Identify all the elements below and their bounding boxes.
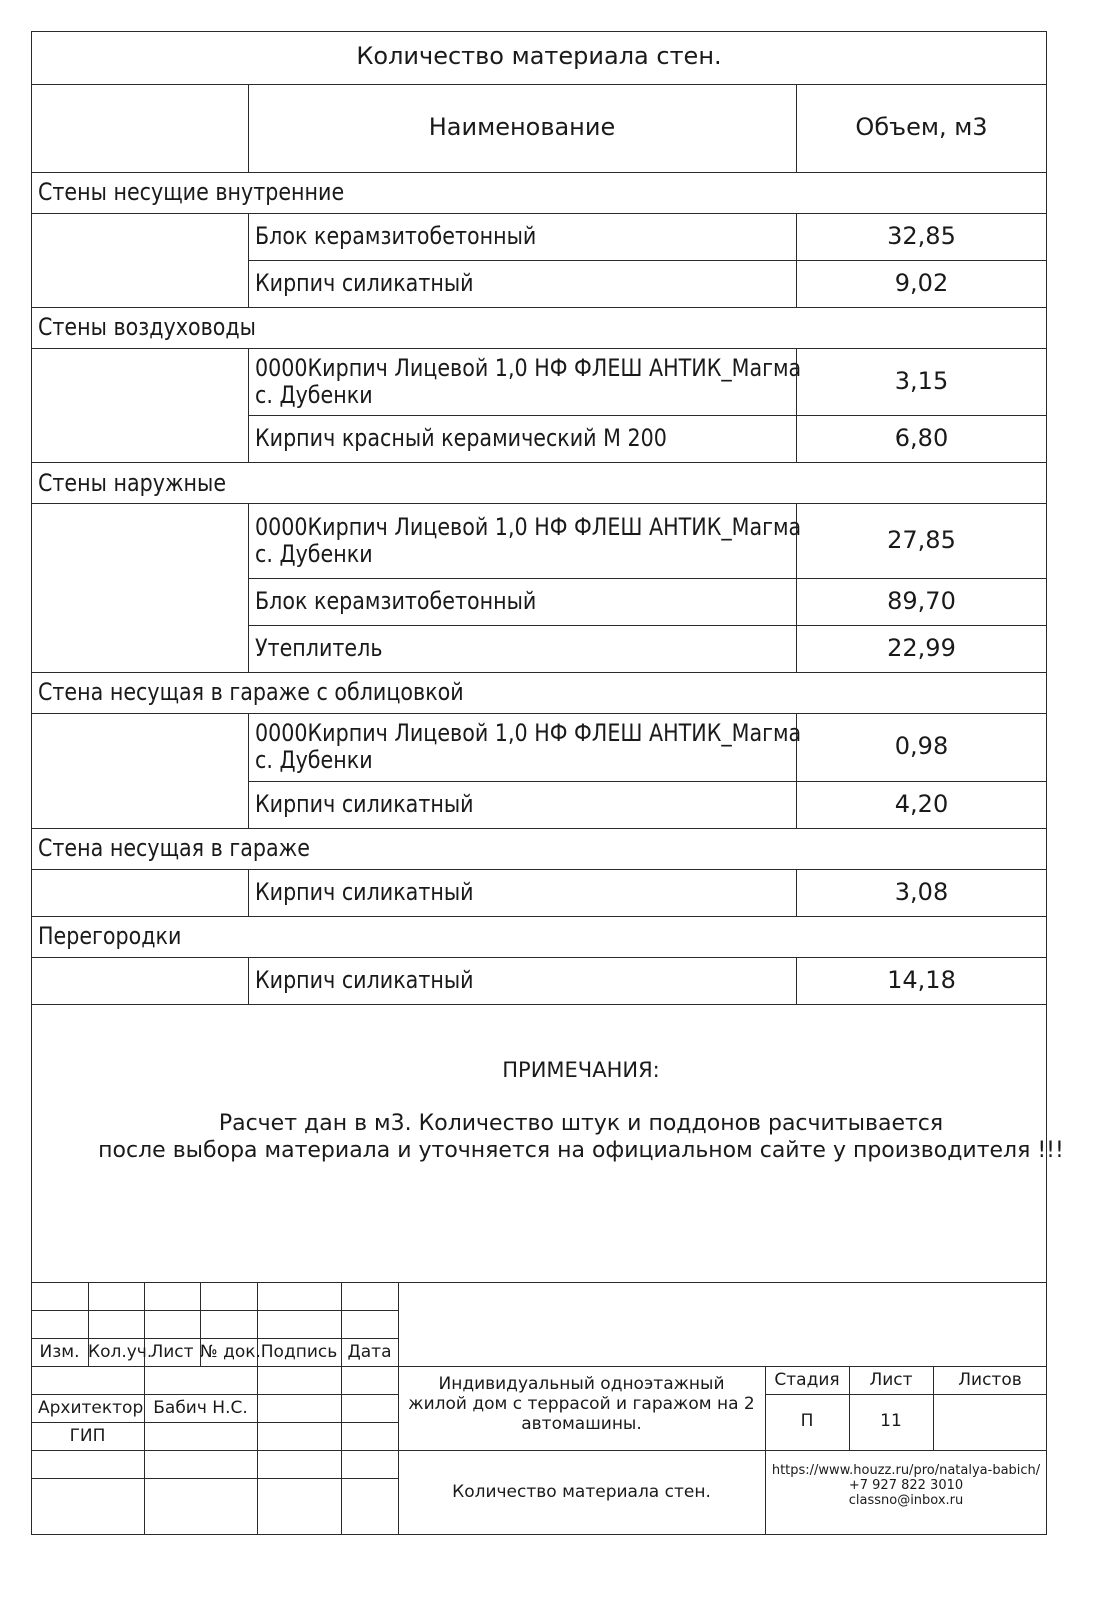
item-name: 0000Кирпич Лицевой 1,0 НФ ФЛЕШ АНТИК_Магма <box>255 354 802 382</box>
stamp-stage-value: П <box>800 1411 814 1431</box>
stamp-sheet-title: Количество материала стен. <box>452 1482 711 1502</box>
table-vline <box>248 213 249 307</box>
table-line <box>248 625 1047 626</box>
item-name: с. Дубенки <box>255 540 373 568</box>
header-volume: Объем, м3 <box>855 113 988 141</box>
item-name: 0000Кирпич Лицевой 1,0 НФ ФЛЕШ АНТИК_Магма <box>255 513 802 541</box>
stamp-contact-url: https://www.houzz.ru/pro/natalya-babich/ <box>771 1463 1041 1478</box>
stamp-line <box>31 1338 398 1339</box>
item-name: Кирпич силикатный <box>255 878 474 906</box>
notes-heading: ПРИМЕЧАНИЯ: <box>502 1058 660 1082</box>
item-name: с. Дубенки <box>255 381 373 409</box>
table-line <box>248 260 1047 261</box>
stamp-line <box>31 1478 398 1479</box>
table-line <box>248 781 1047 782</box>
group-label: Стены воздуховоды <box>38 313 256 341</box>
stamp-sheet-value: 11 <box>880 1411 902 1431</box>
group-label: Стена несущая в гараже с облицовкой <box>38 678 464 706</box>
group-label: Стены наружные <box>38 469 227 497</box>
stamp-stage-label: Стадия <box>774 1370 840 1390</box>
item-name: Блок керамзитобетонный <box>255 587 537 615</box>
stamp-line <box>765 1394 1047 1395</box>
table-line <box>31 957 1047 958</box>
table-line <box>31 172 1047 173</box>
table-line <box>31 828 1047 829</box>
stamp-role-gip: ГИП <box>69 1426 106 1446</box>
item-name: Кирпич силикатный <box>255 790 474 818</box>
item-value: 9,02 <box>894 269 949 297</box>
table-line <box>31 348 1047 349</box>
item-value: 6,80 <box>894 424 949 452</box>
stamp-col-sign: Подпись <box>260 1342 338 1362</box>
stamp-project-line3: автомашины. <box>521 1414 642 1434</box>
item-value: 3,15 <box>894 367 949 395</box>
table-vline <box>248 957 249 1004</box>
stamp-col-doc: № док. <box>200 1342 261 1362</box>
item-name: Блок керамзитобетонный <box>255 222 537 250</box>
item-value: 89,70 <box>887 587 956 615</box>
stamp-col-list: Лист <box>150 1342 194 1362</box>
stamp-col-kol: Кол.уч. <box>88 1342 153 1362</box>
stamp-sheets-label: Листов <box>958 1370 1022 1390</box>
stamp-vline <box>765 1366 766 1534</box>
group-label: Стена несущая в гараже <box>38 834 310 862</box>
item-name: Кирпич силикатный <box>255 966 474 994</box>
item-value: 14,18 <box>887 966 956 994</box>
item-name: Кирпич силикатный <box>255 269 474 297</box>
table-line <box>31 307 1047 308</box>
stamp-col-date: Дата <box>347 1342 392 1362</box>
stamp-line <box>31 1282 1047 1283</box>
table-line <box>31 869 1047 870</box>
table-vline <box>248 348 249 462</box>
header-name: Наименование <box>428 113 616 141</box>
table-line <box>248 578 1047 579</box>
stamp-vline <box>257 1282 258 1534</box>
item-value: 32,85 <box>887 222 956 250</box>
notes-line2: после выбора материала и уточняется на официальном сайте у производителя !!! <box>98 1138 1064 1163</box>
table-line <box>31 84 1047 85</box>
stamp-col-izm: Изм. <box>39 1342 80 1362</box>
table-vline <box>248 503 249 672</box>
stamp-sheet-label: Лист <box>869 1370 913 1390</box>
item-value: 22,99 <box>887 634 956 662</box>
group-label: Перегородки <box>38 922 182 950</box>
item-value: 0,98 <box>894 732 949 760</box>
group-label: Стены несущие внутренние <box>38 178 345 206</box>
item-name: с. Дубенки <box>255 746 373 774</box>
stamp-contact-phone: +7 927 822 3010 <box>848 1478 964 1493</box>
stamp-role-architect: Архитектор <box>38 1398 144 1418</box>
frame-right <box>1046 31 1047 1534</box>
table-title: Количество материала стен. <box>356 42 722 70</box>
table-vline <box>248 713 249 828</box>
item-name: Кирпич красный керамический М 200 <box>255 424 667 452</box>
table-line <box>31 462 1047 463</box>
table-vline <box>248 869 249 916</box>
stamp-line <box>31 1450 1047 1451</box>
notes-line1: Расчет дан в м3. Количество штук и поддонов расчитывается <box>218 1111 944 1136</box>
table-line <box>31 213 1047 214</box>
stamp-line <box>31 1422 398 1423</box>
item-value: 3,08 <box>894 878 949 906</box>
stamp-project-line2: жилой дом с террасой и гаражом на 2 <box>408 1394 755 1414</box>
table-line <box>248 415 1047 416</box>
stamp-line <box>31 1366 1047 1367</box>
item-name: Утеплитель <box>255 634 383 662</box>
stamp-line <box>31 1310 398 1311</box>
table-line <box>31 672 1047 673</box>
item-value: 4,20 <box>894 790 949 818</box>
frame-bottom <box>31 1534 1047 1535</box>
stamp-architect-name: Бабич Н.С. <box>153 1398 248 1418</box>
stamp-project-line1: Индивидуальный одноэтажный <box>438 1374 725 1394</box>
item-name: 0000Кирпич Лицевой 1,0 НФ ФЛЕШ АНТИК_Магма <box>255 719 802 747</box>
stamp-vline <box>341 1282 342 1534</box>
table-line <box>31 916 1047 917</box>
stamp-line <box>31 1394 398 1395</box>
table-line <box>31 503 1047 504</box>
table-line <box>31 713 1047 714</box>
frame-left <box>31 31 32 1534</box>
table-line <box>31 1004 1047 1005</box>
frame-top <box>31 31 1047 32</box>
stamp-contact-email: classno@inbox.ru <box>848 1493 964 1508</box>
item-value: 27,85 <box>887 526 956 554</box>
